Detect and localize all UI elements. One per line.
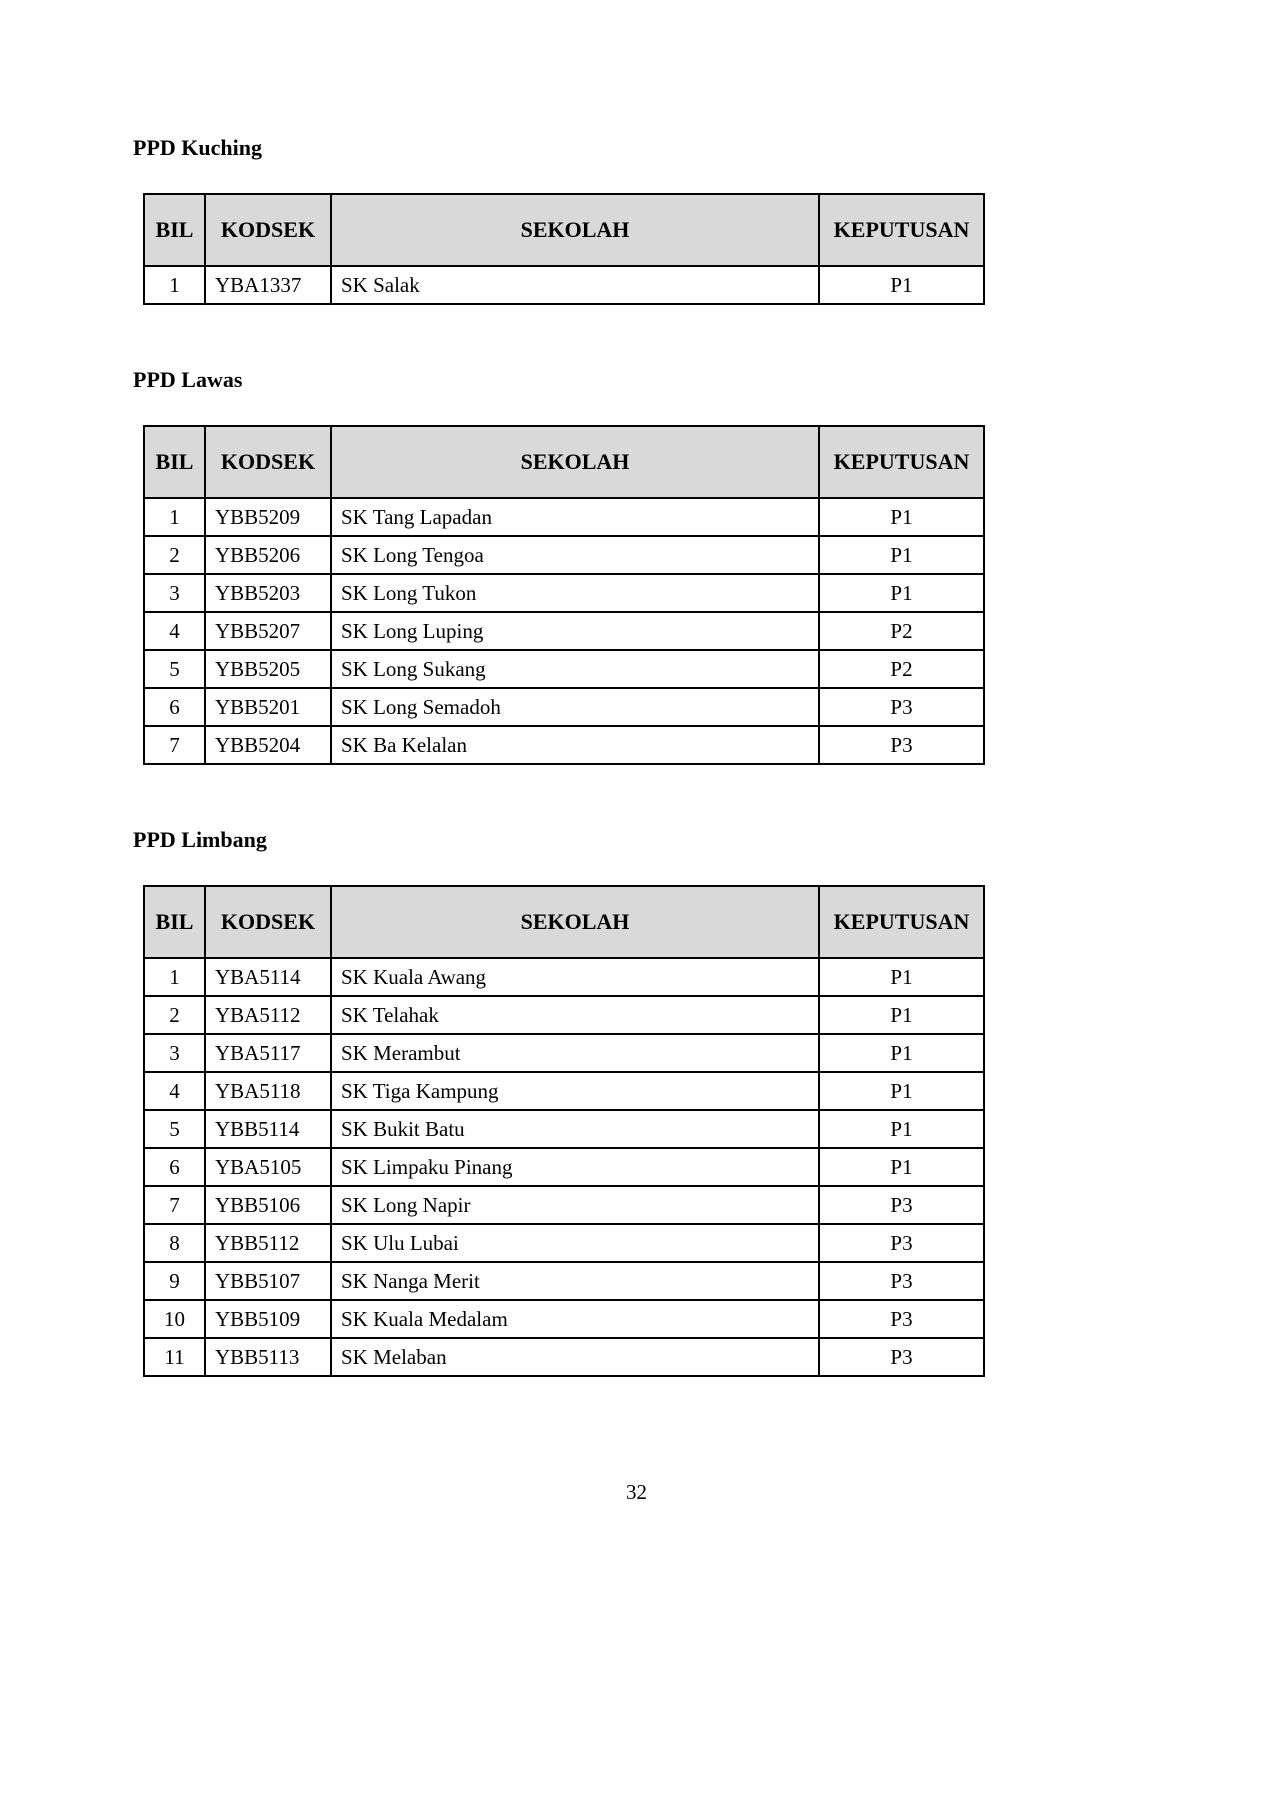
- cell-kodsek: YBA5118: [205, 1072, 331, 1110]
- table-row: [144, 266, 984, 304]
- cell-kodsek: YBB5207: [205, 612, 331, 650]
- cell-kodsek: YBA5117: [205, 1034, 331, 1072]
- cell-kodsek: YBB5107: [205, 1262, 331, 1300]
- table-row: [144, 650, 984, 688]
- cell-bil: 8: [144, 1224, 205, 1262]
- cell-bil: 6: [144, 1148, 205, 1186]
- cell-kodsek: YBB5203: [205, 574, 331, 612]
- cell-kodsek: YBB5113: [205, 1338, 331, 1376]
- cell-bil: 2: [144, 536, 205, 574]
- table-row: [144, 996, 984, 1034]
- table-row: [144, 726, 984, 764]
- column-header-sekolah: SEKOLAH: [331, 426, 819, 498]
- cell-kodsek: YBA5112: [205, 996, 331, 1034]
- cell-bil: 3: [144, 574, 205, 612]
- cell-keputusan: P3: [819, 1224, 984, 1262]
- cell-kodsek: YBA1337: [205, 266, 331, 304]
- cell-sekolah: SK Nanga Merit: [331, 1262, 819, 1300]
- cell-keputusan: P3: [819, 726, 984, 764]
- column-header-bil: BIL: [144, 886, 205, 958]
- cell-bil: 4: [144, 1072, 205, 1110]
- cell-bil: 2: [144, 996, 205, 1034]
- cell-sekolah: SK Long Semadoh: [331, 688, 819, 726]
- section-ppd-kuching: [133, 135, 1133, 305]
- table-row: [144, 958, 984, 996]
- cell-bil: 7: [144, 726, 205, 764]
- table-row: [144, 1034, 984, 1072]
- cell-keputusan: P1: [819, 498, 984, 536]
- sections-container: [133, 135, 1133, 1377]
- cell-keputusan: P1: [819, 958, 984, 996]
- cell-keputusan: P1: [819, 1110, 984, 1148]
- cell-sekolah: SK Tiga Kampung: [331, 1072, 819, 1110]
- school-table-ppd-lawas: [143, 425, 985, 765]
- column-header-keputusan: KEPUTUSAN: [819, 886, 984, 958]
- table-row: [144, 574, 984, 612]
- cell-kodsek: YBA5114: [205, 958, 331, 996]
- cell-kodsek: YBA5105: [205, 1148, 331, 1186]
- cell-sekolah: SK Telahak: [331, 996, 819, 1034]
- section-ppd-limbang: [133, 827, 1133, 1377]
- cell-keputusan: P2: [819, 612, 984, 650]
- table-header-row: [144, 886, 984, 958]
- cell-keputusan: P1: [819, 266, 984, 304]
- table-row: [144, 1148, 984, 1186]
- table-row: [144, 498, 984, 536]
- column-header-keputusan: KEPUTUSAN: [819, 426, 984, 498]
- school-table-ppd-kuching: [143, 193, 985, 305]
- column-header-bil: BIL: [144, 426, 205, 498]
- cell-keputusan: P1: [819, 1034, 984, 1072]
- cell-bil: 7: [144, 1186, 205, 1224]
- cell-keputusan: P3: [819, 1300, 984, 1338]
- cell-kodsek: YBB5206: [205, 536, 331, 574]
- cell-keputusan: P1: [819, 574, 984, 612]
- table-row: [144, 1110, 984, 1148]
- column-header-sekolah: SEKOLAH: [331, 886, 819, 958]
- cell-bil: 5: [144, 1110, 205, 1148]
- table-header-row: [144, 426, 984, 498]
- cell-keputusan: P1: [819, 1072, 984, 1110]
- column-header-kodsek: KODSEK: [205, 426, 331, 498]
- column-header-sekolah: SEKOLAH: [331, 194, 819, 266]
- cell-sekolah: SK Long Tukon: [331, 574, 819, 612]
- cell-keputusan: P3: [819, 1338, 984, 1376]
- cell-kodsek: YBB5205: [205, 650, 331, 688]
- cell-keputusan: P1: [819, 536, 984, 574]
- cell-keputusan: P1: [819, 1148, 984, 1186]
- cell-sekolah: SK Kuala Medalam: [331, 1300, 819, 1338]
- cell-kodsek: YBB5209: [205, 498, 331, 536]
- cell-keputusan: P3: [819, 688, 984, 726]
- table-row: [144, 1072, 984, 1110]
- cell-bil: 6: [144, 688, 205, 726]
- table-row: [144, 1338, 984, 1376]
- cell-keputusan: P2: [819, 650, 984, 688]
- table-header-row: [144, 194, 984, 266]
- cell-kodsek: YBB5109: [205, 1300, 331, 1338]
- section-heading: PPD Lawas: [133, 367, 243, 392]
- section-heading: PPD Limbang: [133, 827, 267, 852]
- table-row: [144, 1224, 984, 1262]
- table-row: [144, 688, 984, 726]
- table-row: [144, 1262, 984, 1300]
- cell-sekolah: SK Bukit Batu: [331, 1110, 819, 1148]
- column-header-keputusan: KEPUTUSAN: [819, 194, 984, 266]
- cell-bil: 1: [144, 266, 205, 304]
- cell-kodsek: YBB5112: [205, 1224, 331, 1262]
- cell-sekolah: SK Salak: [331, 266, 819, 304]
- cell-keputusan: P3: [819, 1186, 984, 1224]
- cell-bil: 1: [144, 958, 205, 996]
- cell-sekolah: SK Melaban: [331, 1338, 819, 1376]
- table-row: [144, 1300, 984, 1338]
- cell-sekolah: SK Merambut: [331, 1034, 819, 1072]
- page-number: 32: [626, 1480, 647, 1504]
- cell-bil: 10: [144, 1300, 205, 1338]
- column-header-kodsek: KODSEK: [205, 886, 331, 958]
- section-heading: PPD Kuching: [133, 135, 262, 160]
- cell-sekolah: SK Tang Lapadan: [331, 498, 819, 536]
- cell-sekolah: SK Long Tengoa: [331, 536, 819, 574]
- cell-sekolah: SK Ulu Lubai: [331, 1224, 819, 1262]
- cell-kodsek: YBB5114: [205, 1110, 331, 1148]
- cell-sekolah: SK Long Napir: [331, 1186, 819, 1224]
- cell-keputusan: P1: [819, 996, 984, 1034]
- cell-bil: 9: [144, 1262, 205, 1300]
- cell-sekolah: SK Long Sukang: [331, 650, 819, 688]
- cell-sekolah: SK Long Luping: [331, 612, 819, 650]
- cell-kodsek: YBB5204: [205, 726, 331, 764]
- cell-keputusan: P3: [819, 1262, 984, 1300]
- cell-bil: 3: [144, 1034, 205, 1072]
- section-ppd-lawas: [133, 367, 1133, 765]
- column-header-bil: BIL: [144, 194, 205, 266]
- cell-sekolah: SK Ba Kelalan: [331, 726, 819, 764]
- cell-bil: 11: [144, 1338, 205, 1376]
- cell-bil: 4: [144, 612, 205, 650]
- cell-bil: 1: [144, 498, 205, 536]
- column-header-kodsek: KODSEK: [205, 194, 331, 266]
- cell-bil: 5: [144, 650, 205, 688]
- table-row: [144, 536, 984, 574]
- table-row: [144, 1186, 984, 1224]
- table-row: [144, 612, 984, 650]
- cell-sekolah: SK Limpaku Pinang: [331, 1148, 819, 1186]
- cell-kodsek: YBB5201: [205, 688, 331, 726]
- cell-sekolah: SK Kuala Awang: [331, 958, 819, 996]
- cell-kodsek: YBB5106: [205, 1186, 331, 1224]
- school-table-ppd-limbang: [143, 885, 985, 1377]
